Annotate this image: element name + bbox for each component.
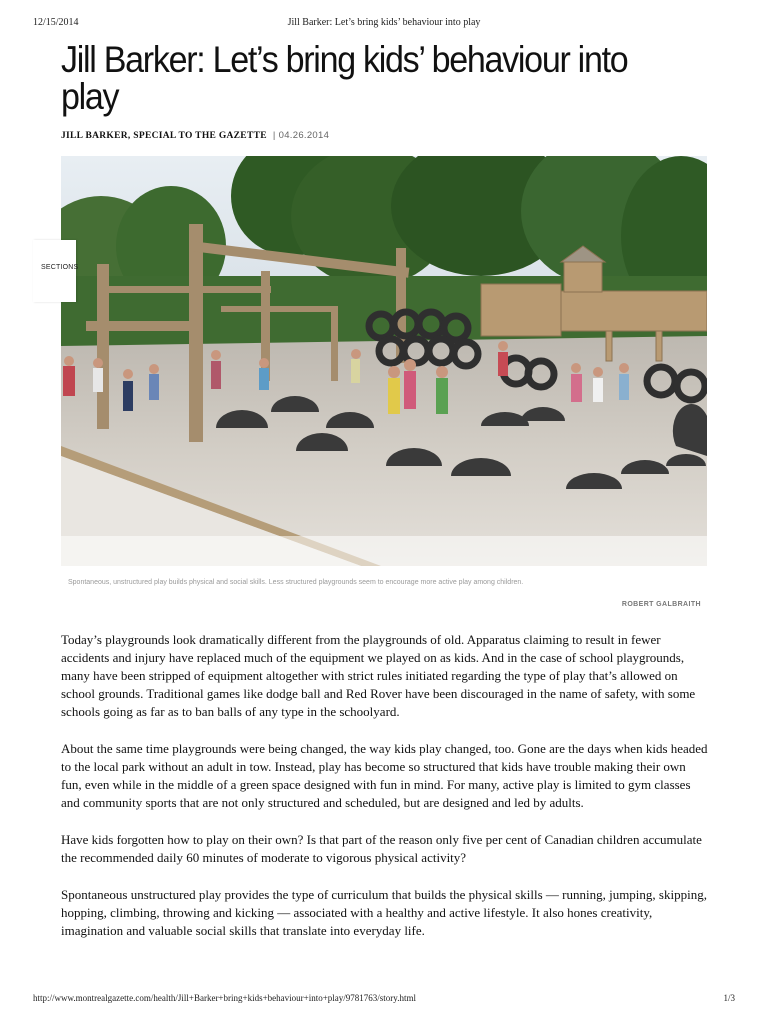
print-date: 12/15/2014	[33, 17, 79, 28]
sections-menu-label: SECTIONS	[41, 264, 79, 271]
article-paragraph: About the same time playgrounds were being changed, the way kids play changed, too. Gone are the days when kids headed to the local park without an adult in tow. Instead, play has become so structured that kids have trouble making their own fun, even while in the middle of a green space designed with fun in mind. For many, active play is limited to gym classes and community sports that are not only structured and scheduled, but are designed and led by adults.	[61, 741, 708, 810]
sections-menu-button[interactable]	[33, 240, 79, 302]
playground-photo-illustration	[61, 156, 707, 566]
article-paragraph: Today’s playgrounds look dramatically different from the playgrounds of old. Apparatus claiming to result in fewer accidents and injury have replaced much of the equipment we played on as kids. And in the case of school playgrounds, many have been stripped of equipment altogether with strict rules initiated regarding the type of play that’s allowed on school grounds. Traditional games like dodge ball and Red Rover have been discouraged in the name of safety, with some schools going as far as to ban balls of any type in the schoolyard.	[61, 632, 696, 719]
article-photo	[61, 156, 707, 566]
print-footer	[33, 993, 735, 1007]
print-doc-title: Jill Barker: Let’s bring kids’ behaviour into play	[287, 17, 481, 28]
byline-author[interactable]: JILL BARKER, SPECIAL TO THE GAZETTE	[61, 131, 267, 141]
photo-credit: ROBERT GALBRAITH	[621, 601, 701, 608]
article-headline: Jill Barker: Let’s bring kids’ behaviour into play	[61, 39, 628, 117]
publish-date: 04.26.2014	[278, 130, 330, 141]
print-header	[33, 17, 735, 31]
article-paragraph: Spontaneous unstructured play provides the type of curriculum that builds the physical skills — running, jumping, skipping, hopping, climbing, throwing and kicking — associated with a healthy and active lifestyle. It also hones creativity, imagination and valuable social skills that translate into everyday life.	[61, 887, 707, 938]
print-url: http://www.montrealgazette.com/health/Jill+Barker+bring+kids+behaviour+into+play/9781763/story.html	[33, 993, 416, 1003]
byline	[61, 130, 329, 141]
photo-caption: Spontaneous, unstructured play builds physical and social skills. Less structured playgrounds seem to encourage more active play among children.	[68, 579, 524, 586]
article-body	[61, 631, 708, 959]
article-paragraph: Have kids forgotten how to play on their own? Is that part of the reason only five per cent of Canadian children accumulate the recommended daily 60 minutes of moderate to vigorous physical activity?	[61, 832, 702, 865]
byline-separator: |	[272, 130, 276, 141]
print-page-number: 1/3	[723, 993, 735, 1003]
